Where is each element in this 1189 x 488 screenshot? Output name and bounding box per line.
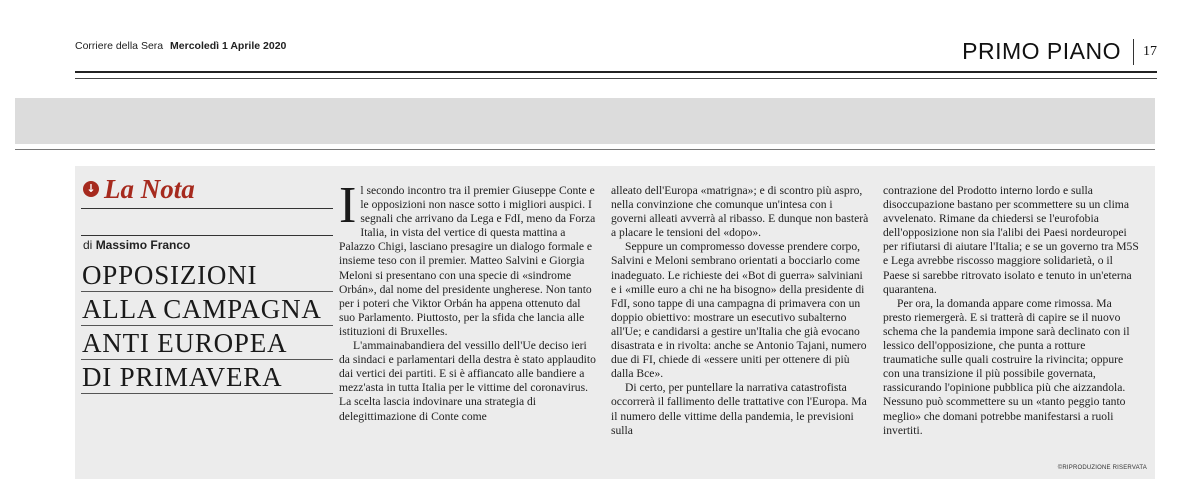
byline [83, 238, 190, 252]
header-divider [1133, 39, 1134, 65]
copyright-notice: ©RIPRODUZIONE RISERVATA [1057, 465, 1147, 471]
byline-prefix: di [83, 238, 93, 252]
paragraph: l secondo incontro tra il premier Giuseppe Conte e le opposizioni non nasce sotto i migliori auspici. I segnali che arrivano da Lega e FdI, meno da Forza Italia, in vista del vertice di questa mattina a Palazzo Chigi, lasciano presagire un dialogo formale e insieme teso con il premier. Matteo Salvini e Giorgia Meloni si presentano con una specie di «sindrome Orbán», dal nome del presidente ungherese. Non tanto per i poteri che Viktor Orbán ha appena ottenuto dal suo Parlamento. Piuttosto, per la sfida che lancia alle istituzioni di Bruxelles. [339, 184, 596, 338]
headline-line: ANTI EUROPEA [81, 326, 333, 360]
text-column-3 [883, 184, 1142, 438]
headline-line: DI PRIMAVERA [81, 360, 333, 394]
paragraph: Seppure un compromesso dovesse prendere corpo, Salvini e Meloni sembrano orientati a bocciarlo come inadeguato. Le richieste dei «Bot di guerra» salviniani e i «mille euro a chi ne ha bisogno» della presidente di FdI, sono tappe di una campagna di primavera con un doppio obiettivo: mostrare un esecutivo subalterno all'Ue; e candidarsi a gestire un'Italia che già evocano disastrata e in rivolta: anche se Antonio Tajani, numero due di FI, chiede di «essere uniti per ottenere di più dalla Bce». [611, 240, 867, 381]
paragraph: alleato dell'Europa «matrigna»; e di scontro più aspro, nella convinzione che comunque un'intesa con i governi alleati avverrà al ribasso. E dunque non basterà a placare le tensioni del «dopo». [611, 184, 869, 240]
title-rule-bottom [81, 235, 333, 236]
paragraph: contrazione del Prodotto interno lordo e sulla disoccupazione bastano per scommettere su un clima avvelenato. Rimane da chiedersi se l'eurofobia dell'opposizione non sia l'alibi dei Paesi nordeuropei per rifiutarsi di aiutare l'Italia; e se un governo tra M5S e Lega avrebbe riscosso maggiore solidarietà, o il Paese si sarebbe ritrovato isolato e tenuto in un'eterna quarantena. [883, 184, 1139, 296]
section-title: PRIMO PIANO [962, 38, 1121, 64]
circle-arrow-down-icon: ↓ [83, 181, 99, 197]
page-number: 17 [1143, 43, 1157, 59]
paragraph: Per ora, la domanda appare come rimossa. Ma presto riemergerà. E si tratterà di capire se il nuovo schema che la pandemia impone sarà declinato con il lessico dell'opposizione, che punta a rotture traumatiche sulle quali costruire la rivincita; oppure con una transizione il più possibile governata, rassicurando l'opinione pubblica più che aizzandola. Nessuno può scommettere su un «tanto peggio tanto meglio» che domani potrebbe manifestarsi a ruoli invertiti. [883, 296, 1130, 437]
publication-date: Mercoledì 1 Aprile 2020 [170, 40, 287, 52]
column-title: La Nota [104, 174, 195, 204]
section-header [962, 38, 1157, 65]
masthead-info [75, 40, 286, 52]
grey-band [15, 98, 1155, 144]
header-rule-thin [75, 78, 1157, 79]
column-label [83, 175, 195, 203]
text-column-2 [611, 184, 870, 438]
paragraph: Di certo, per puntellare la narrativa catastrofista occorrerà il fallimento delle trattative con l'Europa. Ma il numero delle vittime della pandemia, le previsioni sulla [611, 381, 867, 437]
header-rule-thick [75, 71, 1157, 73]
newspaper-name: Corriere della Sera [75, 40, 164, 52]
paragraph: L'ammainabandiera del vessillo dell'Ue deciso ieri da sindaci e parlamentari della destra è stato applaudito dai vertici dei partiti. E si è affiancato alle bandiere a mezz'asta in tutta Italia per le vittime del coronavirus. La scelta lascia indovinare una strategia di delegittimazione di Conte come [339, 339, 596, 423]
article-box [75, 166, 1155, 479]
drop-cap: I [339, 177, 357, 234]
band-rule [15, 149, 1155, 150]
headline-line: ALLA CAMPAGNA [81, 292, 333, 326]
headline-line: OPPOSIZIONI [81, 258, 333, 292]
title-rule-top [81, 208, 333, 209]
text-column-1 [339, 177, 598, 424]
author-name: Massimo Franco [95, 238, 191, 252]
headline [81, 258, 333, 394]
